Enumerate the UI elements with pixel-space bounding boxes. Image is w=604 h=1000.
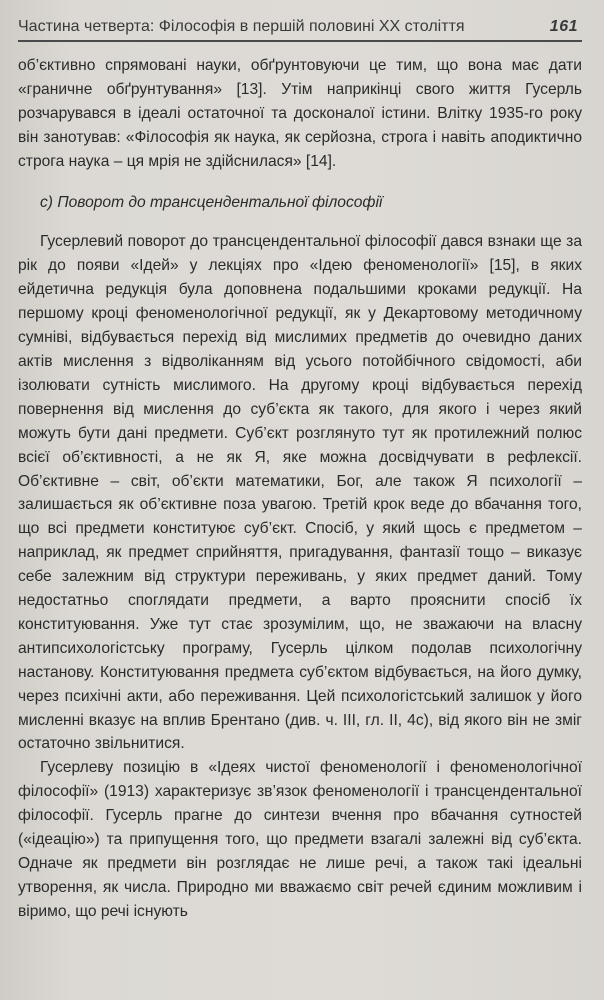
running-header (18, 14, 582, 42)
page-number: 161 (549, 18, 578, 35)
page-body (18, 54, 582, 924)
paragraph: Гусерлеву позицію в «Ідеях чистої феноменології і феноменологічної філософії» (1913) характеризує зв’язок феноменології і трансцендентальної філософії. Гусерль прагне до синтези вчення про вбачання сутностей («ідеацію») та припущення того, що предмети взагалі залежні від суб’єкта. Одначе як предмети він розглядає не лише речі, а також такі ідеальні утворення, як числа. Природно ми вважаємо світ речей єдиним можливим і віримо, що речі існують (18, 759, 582, 920)
paragraph: об’єктивно спрямовані науки, обґрунтовуючи це тим, що вона має дати «граничне обґрунтування» [13]. Утім наприкінці свого життя Гусерль розчарувався в ідеалі остаточної та досконалої істини. Влітку 1935-го року він занотував: «Філософія як наука, як серйозна, строга і навіть аподиктично строга наука – ця мрія не здійснилася» [14]. (18, 57, 582, 170)
running-header-title: Частина четверта: Філософія в першій половині XX століття (18, 18, 465, 35)
section-heading: c) Поворот до трансцендентальної філософії (40, 193, 383, 211)
paragraph: Гусерлевий поворот до трансцендентальної філософії дався взнаки ще за рік до появи «Ідей» у лекціях про «Ідею феноменології» [15], в яких ейдетична редукція була доповнена подальшими кроками редукції. На першому кроці феноменологічної редукції, як у Декартовому методичному сумніві, відбувається перехід від мислимих предметів до очевидно даних актів мислення з відволіканням від усього потойбічного свідомості, аби ізолювати сутність мислимого. На другому кроці відбувається перехід повернення від мислення до суб’єкта як такого, для якого і через який можуть бути дані предмети. Суб’єкт розглянуто тут як протилежний полюс всієї об’єктивності, а не як Я, яке можна досвідчувати в рефлексії. Об’єктивне – світ, об’єкти математики, Бог, але також Я психології – залишається як об’єктивне поза увагою. Третій крок веде до вбачання того, що всі предмети конституює суб’єкт. Спосіб, у який щось є предметом – наприклад, як предмет сприйняття, пригадування, фантазії тощо – виказує себе залежним від структури переживань, у яких предмет даний. Тому недостатньо споглядати предмети, а варто прояснити спосіб їх конституювання. Уже тут стає зрозумілим, що, не зважаючи на власну антипсихологістську програму, Гусерль цілком подолав психологічну настанову. Конституювання предмета суб’єктом відбувається, на його думку, через психічні акти, або переживання. Цей психологістський залишок у його мисленні вказує на вплив Брентано (див. ч. III, гл. II, 4c), від якого він не зміг остаточно звільнитися. (18, 233, 582, 753)
